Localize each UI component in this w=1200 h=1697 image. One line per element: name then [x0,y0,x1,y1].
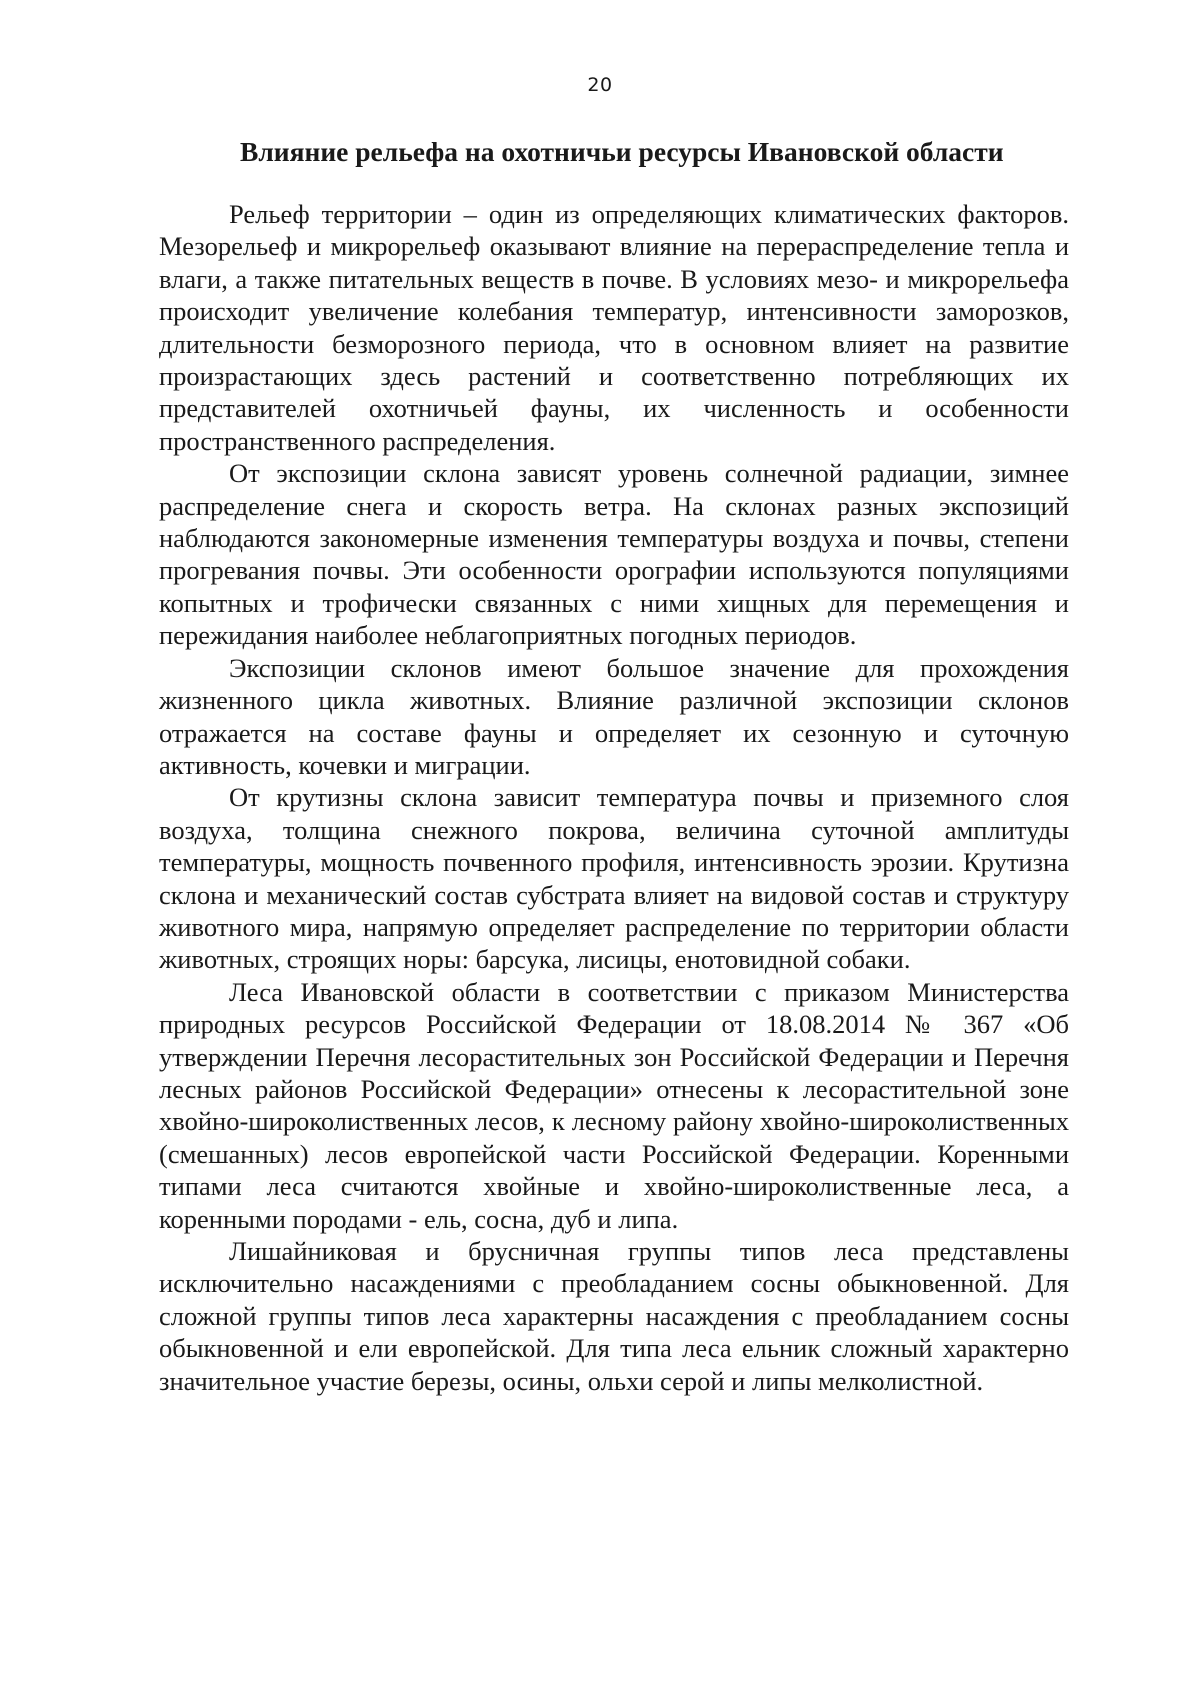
page-number: 20 [587,74,613,96]
paragraph: Экспозиции склонов имеют большое значение для прохождения жизненного цикла животных. Влияние различной экспозиции склонов отражается на составе фауны и определяет их сезонную и суточную активность, кочевки и миграции. [159,652,1069,780]
paragraph: От экспозиции склона зависят уровень солнечной радиации, зимнее распределение снега и скорость ветра. На склонах разных экспозиций наблюдаются закономерные изменения температуры воздуха и почвы, степени прогревания почвы. Эти особенности орографии используются популяциями копытных и трофически связанных с ними хищных для перемещения и пережидания наиболее неблагоприятных погодных периодов. [159,458,1069,651]
paragraph: Рельеф территории – один из определяющих климатических факторов. Мезорельеф и микрорельеф оказывают влияние на перераспределение тепла и влаги, а также питательных веществ в почве. В условиях мезо- и микрорельефа происходит увеличение колебания температур, интенсивности заморозков, длительности безморозного периода, что в основном влияет на развитие произрастающих здесь растений и соответственно потребляющих их представителей охотничьей фауны, их численность и особенности пространственного распределения. [159,199,1069,456]
body-text [159,198,1069,1397]
paragraph: Лишайниковая и брусничная группы типов леса представлены исключительно насаждениями с преобладанием сосны обыкновенной. Для сложной группы типов леса характерны насаждения с преобладанием сосны обыкновенной и ели европейской. Для типа леса ельник сложный характерно значительное участие березы, осины, ольхи серой и липы мелколистной. [159,1236,1069,1396]
paragraph: От крутизны склона зависит температура почвы и приземного слоя воздуха, толщина снежного покрова, величина суточной амплитуды температуры, мощность почвенного профиля, интенсивность эрозии. Крутизна склона и механический состав субстрата влияет на видовой состав и структуру животного мира, напрямую определяет распределение по территории области животных, строящих норы: барсука, лисицы, енотовидной собаки. [159,782,1069,975]
paragraph: Леса Ивановской области в соответствии с приказом Министерства природных ресурсов Российской Федерации от 18.08.2014 № 367 «Об утверждении Перечня лесорастительных зон Российской Федерации и Перечня лесных районов Российской Федерации» отнесены к лесорастительной зоне хвойно-широколиственных лесов, к лесному району хвойно-широколиственных (смешанных) лесов европейской части Российской Федерации. Коренными типами леса считаются хвойные и хвойно-широколиственные леса, а коренными породами - ель, сосна, дуб и липа. [159,976,1069,1234]
section-title: Влияние рельефа на охотничьи ресурсы Ивановской области [240,136,1004,167]
